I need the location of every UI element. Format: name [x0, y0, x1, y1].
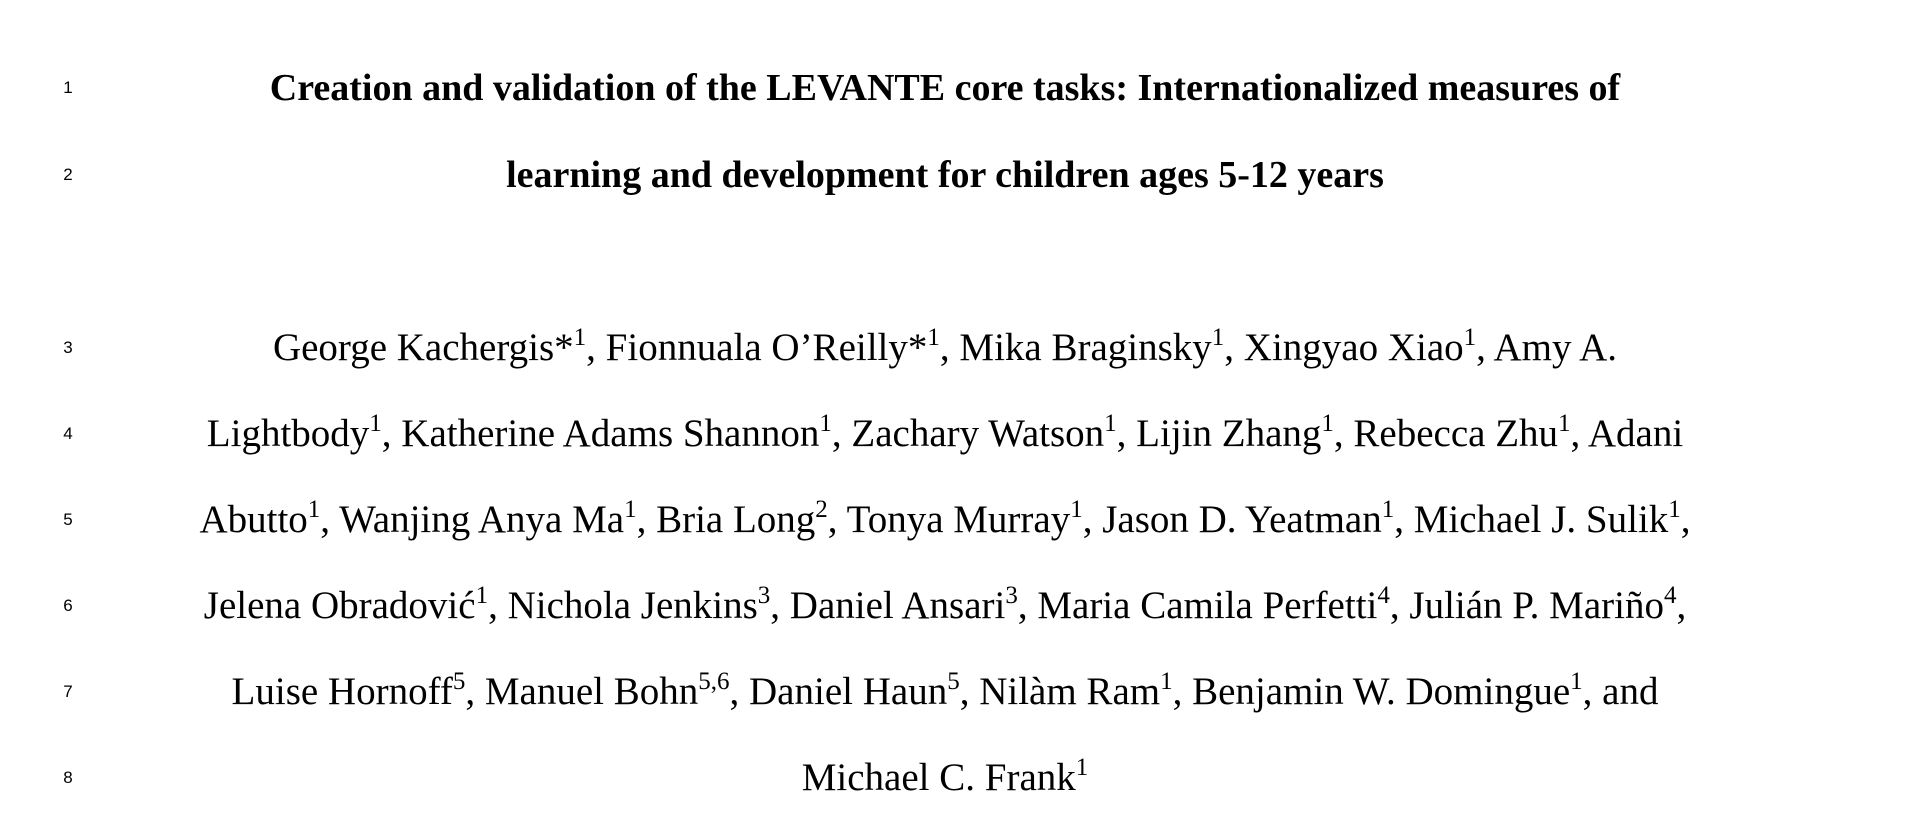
author-name: George Kachergis*: [272, 326, 574, 369]
author-name: Lightbody: [206, 412, 370, 455]
author-name: , Lijin Zhang: [1116, 412, 1322, 455]
affiliation-superscript: 1: [475, 582, 489, 609]
affiliation-superscript: 1: [819, 410, 832, 437]
author-line: [120, 490, 1770, 550]
line-number: 3: [63, 338, 73, 357]
affiliation-superscript: 1: [1321, 410, 1334, 437]
author-name: , Zachary Watson: [831, 412, 1105, 455]
line-number: 1: [63, 78, 73, 97]
author-name: , Mika Braginsky: [939, 326, 1212, 369]
paper-title-line-2: learning and development for children ages 5-12 years: [506, 154, 1384, 196]
affiliation-superscript: 1: [1160, 668, 1173, 695]
author-name: , Tonya Murray: [827, 498, 1071, 541]
manuscript-line-1: [0, 58, 1906, 118]
author-name: , Amy A.: [1476, 326, 1618, 369]
affiliation-superscript: 4: [1663, 582, 1677, 609]
manuscript-line-7: [0, 662, 1906, 722]
line-number: 5: [63, 510, 73, 529]
affiliation-superscript: 5,6: [698, 668, 730, 695]
affiliation-superscript: 5: [947, 668, 960, 695]
affiliation-superscript: 1: [1558, 410, 1571, 437]
affiliation-superscript: 1: [307, 496, 321, 523]
author-name: ,: [1680, 498, 1691, 541]
author-name: , Nichola Jenkins: [488, 584, 758, 627]
affiliation-superscript: 3: [1005, 582, 1018, 609]
affiliation-superscript: 1: [369, 410, 382, 437]
affiliation-superscript: 1: [573, 324, 587, 351]
author-line: [120, 662, 1770, 722]
affiliation-superscript: 1: [1463, 324, 1477, 351]
author-name: Jelena Obradović: [203, 584, 476, 627]
affiliation-superscript: 1: [1381, 496, 1395, 523]
author-name: , Adani: [1570, 412, 1684, 455]
author-name: ,: [1676, 584, 1687, 627]
affiliation-superscript: 1: [624, 496, 637, 523]
paper-title-line-1: Creation and validation of the LEVANTE core tasks: Internationalized measures of: [269, 67, 1621, 109]
affiliation-superscript: 1: [1075, 754, 1089, 781]
manuscript-line-3: [0, 318, 1906, 378]
author-name: , Jason D. Yeatman: [1082, 498, 1382, 541]
manuscript-line-8: [0, 748, 1906, 808]
line-number: 6: [63, 596, 73, 615]
affiliation-superscript: 1: [1104, 410, 1117, 437]
author-name: , Michael J. Sulik: [1394, 498, 1669, 541]
author-name: , Maria Camila Perfetti: [1017, 584, 1378, 627]
author-name: , Wanjing Anya Ma: [320, 498, 625, 541]
affiliation-superscript: 1: [1570, 668, 1583, 695]
line-number: 8: [63, 768, 73, 787]
affiliation-superscript: 1: [1211, 324, 1225, 351]
affiliation-superscript: 3: [757, 582, 771, 609]
author-name: , Nilàm Ram: [959, 670, 1161, 713]
affiliation-superscript: 1: [1070, 496, 1083, 523]
manuscript-line-4: [0, 404, 1906, 464]
affiliation-superscript: 1: [927, 324, 940, 351]
author-line: [120, 748, 1770, 808]
author-line: [120, 576, 1770, 636]
manuscript-line-6: [0, 576, 1906, 636]
affiliation-superscript: 2: [815, 496, 828, 523]
author-name: , Rebecca Zhu: [1333, 412, 1559, 455]
author-name: , Xingyao Xiao: [1224, 326, 1464, 369]
affiliation-superscript: 4: [1377, 582, 1390, 609]
author-name: Michael C. Frank: [801, 756, 1076, 799]
author-name: , Benjamin W. Domingue: [1172, 670, 1571, 713]
author-name: , Manuel Bohn: [465, 670, 699, 713]
manuscript-line-5: [0, 490, 1906, 550]
author-name: Abutto: [199, 498, 308, 541]
author-line: [120, 404, 1770, 464]
author-name: , Daniel Haun: [729, 670, 948, 713]
author-name: , Daniel Ansari: [770, 584, 1006, 627]
author-name: , Fionnuala O’Reilly*: [586, 326, 928, 369]
affiliation-superscript: 5: [452, 668, 466, 695]
author-line: [120, 318, 1770, 378]
author-name: Luise Hornoff: [231, 670, 453, 713]
manuscript-line-2: [0, 145, 1906, 205]
author-name: , Julián P. Mariño: [1389, 584, 1664, 627]
author-name: , and: [1582, 670, 1659, 713]
line-number: 2: [63, 165, 73, 184]
author-name: , Bria Long: [636, 498, 816, 541]
line-number: 7: [63, 682, 73, 701]
line-number: 4: [63, 424, 73, 443]
affiliation-superscript: 1: [1668, 496, 1681, 523]
author-name: , Katherine Adams Shannon: [381, 412, 820, 455]
